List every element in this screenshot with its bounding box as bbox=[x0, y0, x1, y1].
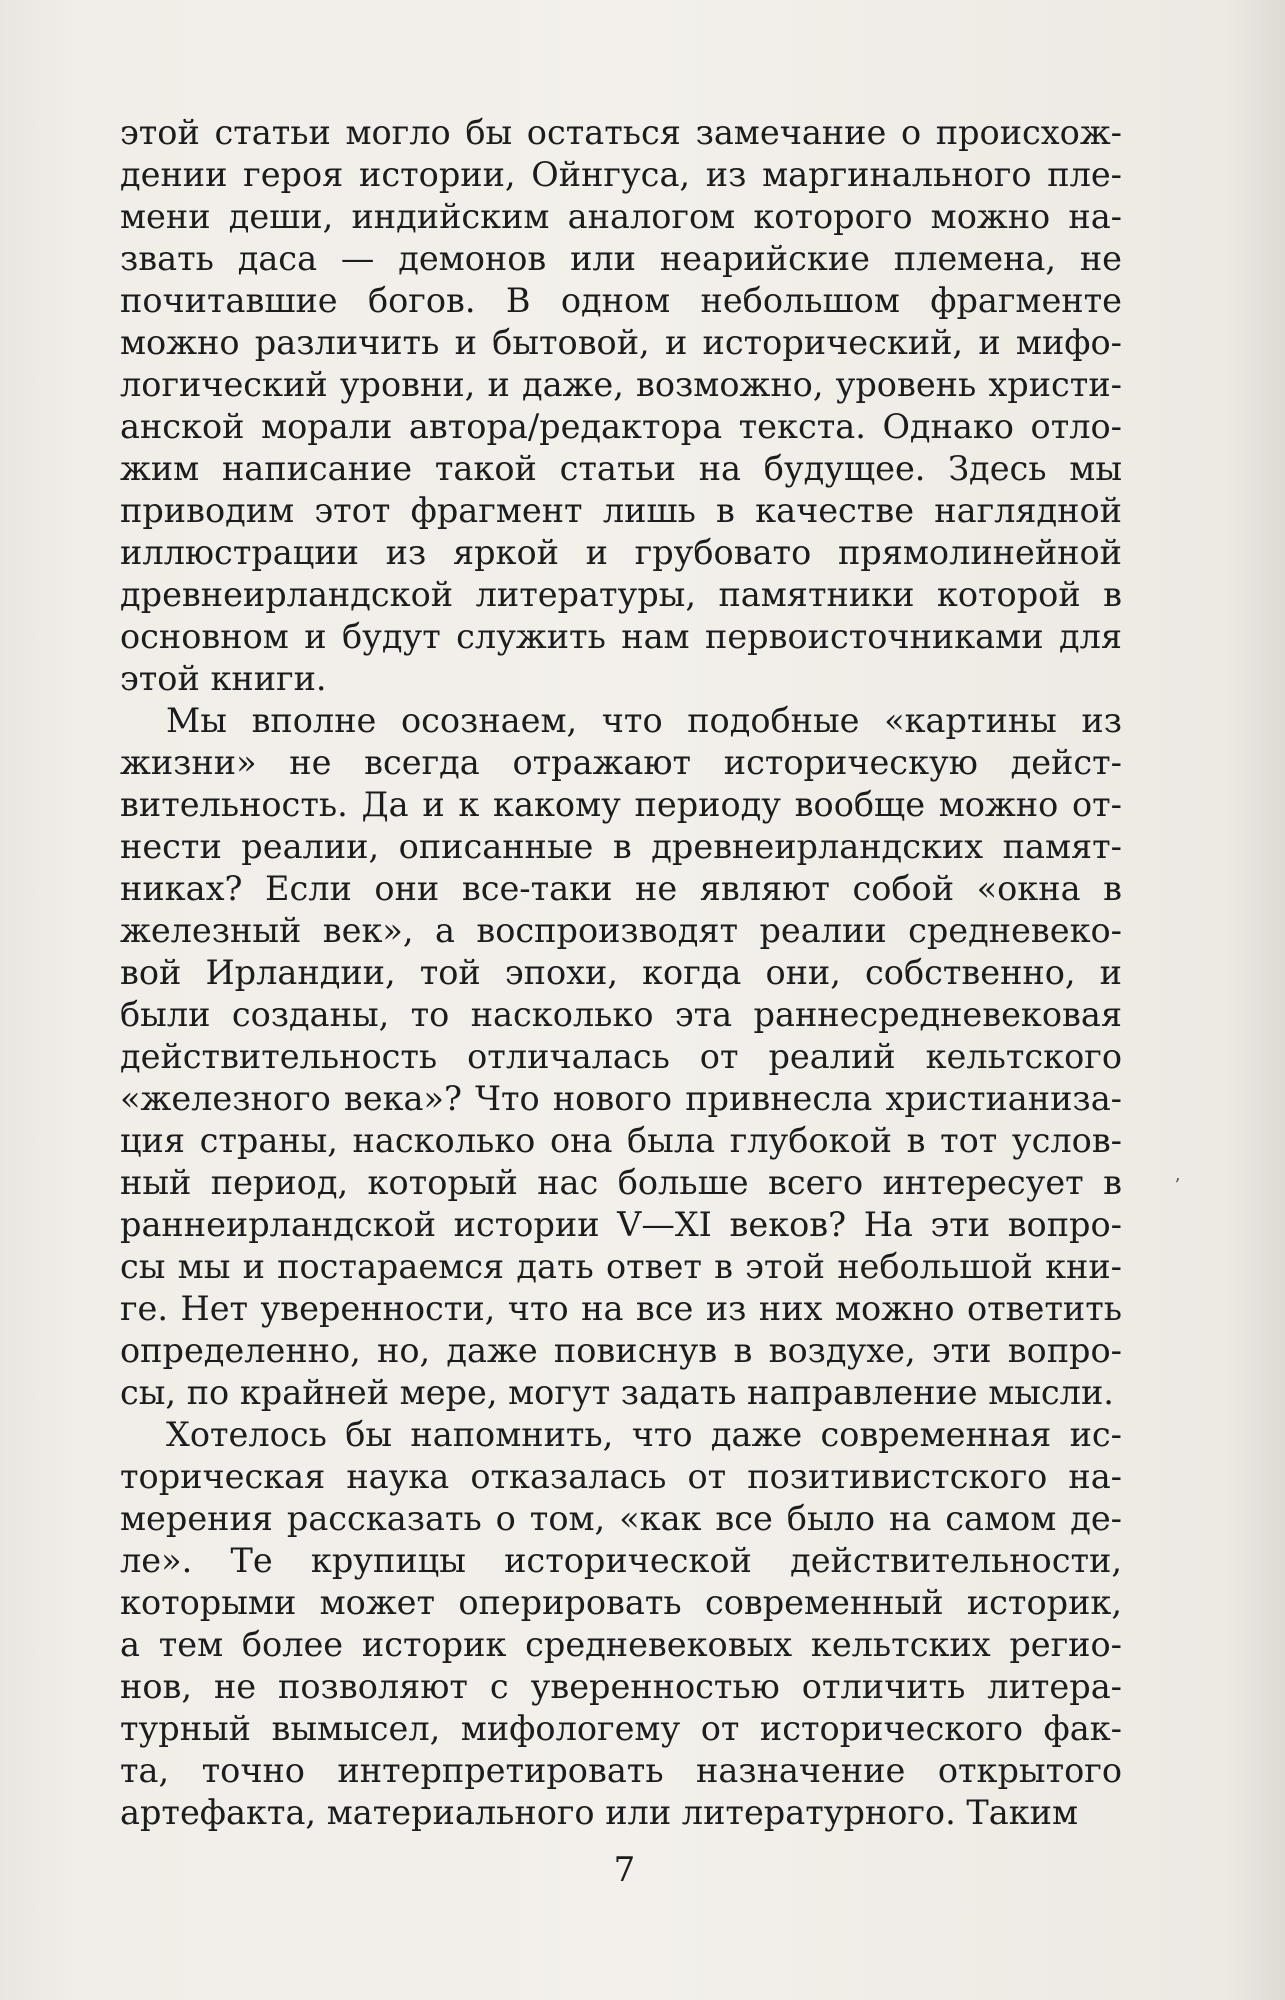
text-line: Хотелось бы напомнить, что даже современная ис- bbox=[166, 1415, 1122, 1454]
text-line: почитавшие богов. В одном небольшом фрагменте bbox=[120, 281, 1122, 320]
text-line: ле». Те крупицы исторической действительности, bbox=[120, 1541, 1122, 1580]
text-line: сы мы и постараемся дать ответ в этой небольшой кни- bbox=[120, 1247, 1122, 1286]
text-line: нов, не позволяют с уверенностью отличить литера- bbox=[120, 1667, 1122, 1706]
text-line: вой Ирландии, той эпохи, когда они, собственно, и bbox=[120, 953, 1122, 992]
body-text bbox=[120, 112, 1122, 1834]
text-line: мерения рассказать о том, «как все было на самом де- bbox=[120, 1499, 1122, 1538]
page-edge-shadow bbox=[1225, 0, 1285, 2000]
text-line: ге. Нет уверенности, что на все из них можно ответить bbox=[120, 1289, 1122, 1328]
text-line: железный век», а воспроизводят реалии средневеко- bbox=[120, 911, 1122, 950]
paragraph bbox=[120, 700, 1122, 1414]
text-line: Мы вполне осознаем, что подобные «картины из bbox=[166, 701, 1122, 740]
text-line: основном и будут служить нам первоисточниками для bbox=[120, 617, 1122, 656]
text-line: та, точно интерпретировать назначение открытого bbox=[120, 1751, 1122, 1790]
text-line: раннеирландской истории V—XI веков? На эти вопро- bbox=[120, 1205, 1122, 1244]
text-line: жизни» не всегда отражают историческую дейст- bbox=[120, 743, 1122, 782]
text-line: жим написание такой статьи на будущее. Здесь мы bbox=[120, 449, 1122, 488]
text-line: этой книги. bbox=[120, 659, 327, 698]
text-line: иллюстрации из яркой и грубовато прямолинейной bbox=[120, 533, 1122, 572]
paragraph bbox=[120, 112, 1122, 700]
paragraph bbox=[120, 1414, 1122, 1834]
text-line: анской морали автора/редактора текста. Однако отло- bbox=[120, 407, 1122, 446]
text-line: артефакта, материального или литературного. Таким bbox=[120, 1793, 1079, 1832]
text-line: древнеирландской литературы, памятники которой в bbox=[120, 575, 1122, 614]
text-line: приводим этот фрагмент лишь в качестве наглядной bbox=[120, 491, 1122, 530]
text-line: торическая наука отказалась от позитивистского на- bbox=[120, 1457, 1122, 1496]
text-line: ный период, который нас больше всего интересует в bbox=[120, 1163, 1122, 1202]
text-line: логический уровни, и даже, возможно, уровень христи- bbox=[120, 365, 1122, 404]
text-line: которыми может оперировать современный историк, bbox=[120, 1583, 1122, 1622]
text-line: ция страны, насколько она была глубокой в тот услов- bbox=[120, 1121, 1122, 1160]
text-line: можно различить и бытовой, и исторический, и мифо- bbox=[120, 323, 1122, 362]
text-line: были созданы, то насколько эта раннесредневековая bbox=[120, 995, 1122, 1034]
stray-mark: ʼ bbox=[1174, 1175, 1180, 1196]
text-line: действительность отличалась от реалий кельтского bbox=[120, 1037, 1122, 1076]
text-line: дении героя истории, Ойнгуса, из маргинального пле- bbox=[120, 155, 1122, 194]
text-line: никах? Если они все-таки не являют собой «окна в bbox=[120, 869, 1122, 908]
text-line: нести реалии, описанные в древнеирландских памят- bbox=[120, 827, 1122, 866]
text-line: звать даса — демонов или неарийские племена, не bbox=[120, 239, 1122, 278]
text-line: «железного века»? Что нового привнесла христианиза- bbox=[120, 1079, 1122, 1118]
text-line: мени деши, индийским аналогом которого можно на- bbox=[120, 197, 1122, 236]
text-line: сы, по крайней мере, могут задать направление мысли. bbox=[120, 1373, 1114, 1412]
text-line: турный вымысел, мифологему от исторического фак- bbox=[120, 1709, 1122, 1748]
text-line: определенно, но, даже повиснув в воздухе, эти вопро- bbox=[120, 1331, 1122, 1370]
text-line: этой статьи могло бы остаться замечание о происхож- bbox=[120, 113, 1122, 152]
text-line: вительность. Да и к какому периоду вообще можно от- bbox=[120, 785, 1122, 824]
text-line: а тем более историк средневековых кельтских регио- bbox=[120, 1625, 1122, 1664]
page-number: 7 bbox=[613, 1850, 636, 1890]
